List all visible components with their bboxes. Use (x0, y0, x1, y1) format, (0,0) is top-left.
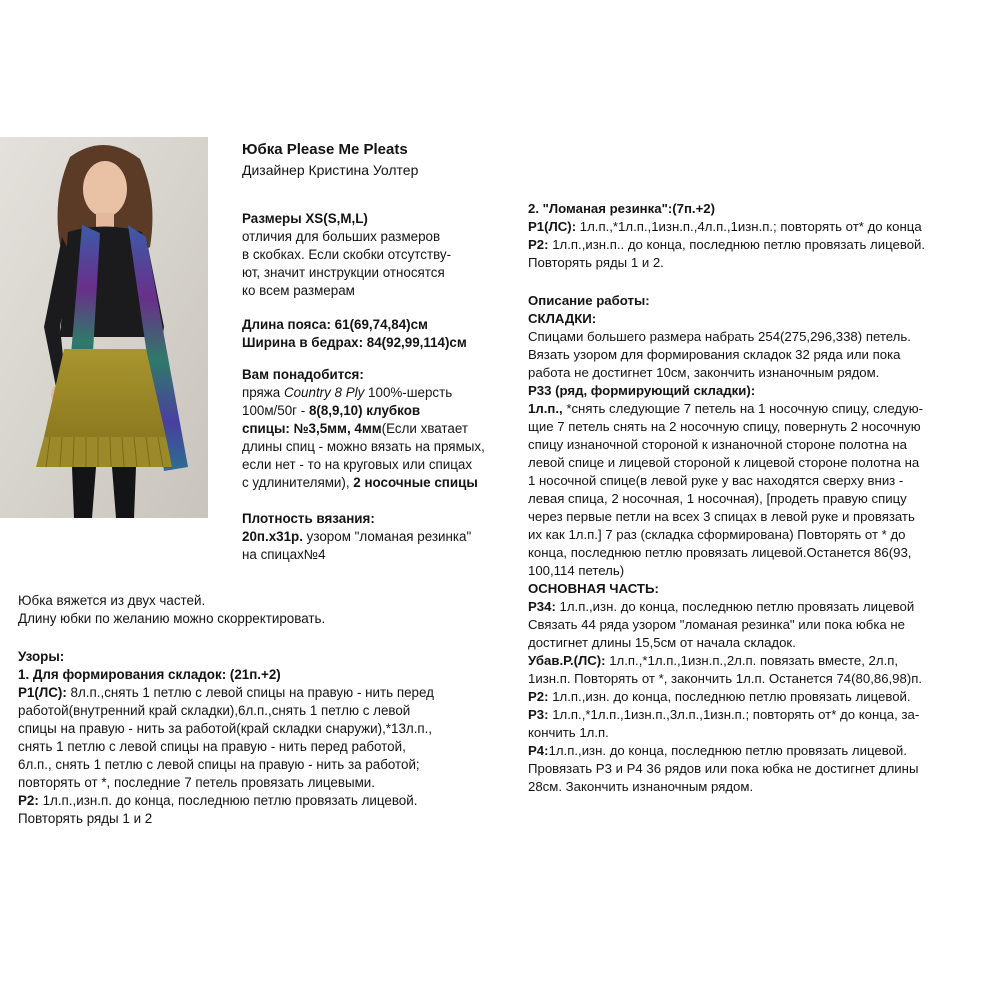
row-text: 1л.п.,*1л.п.,1изн.п.,4л.п.,1изн.п.; повторять от* до конца (576, 219, 922, 234)
sizes-line: отличия для больших размеров (242, 229, 441, 244)
pleats-line: работа не достигнет 10см, закончить изнаночным рядом. (528, 365, 880, 380)
gauge-pattern: узором "ломаная резинка" (302, 529, 472, 544)
pattern1-line: работой(внутренний край складки),6л.п.,снять 1 петлю с левой (18, 703, 411, 718)
pattern2-row1 (528, 218, 998, 236)
skein-count: 8(8,9,10) клубков (308, 403, 421, 418)
row-text: 1л.п.,изн. до конца, последнюю петлю провязать лицевой. (548, 689, 911, 704)
work-heading: Описание работы: (528, 293, 650, 308)
designer-line: Дизайнер Кристина Уолтер (242, 162, 419, 178)
main-row2 (528, 688, 998, 706)
main-line: 28см. Закончить изнаночным рядом. (528, 779, 754, 794)
pattern2-heading: 2. "Ломаная резинка":(7п.+2) (528, 201, 716, 216)
row-label: Р1(ЛС): (528, 219, 577, 234)
row34-line (528, 598, 998, 616)
row33-heading: Р33 (ряд, формирующий складки): (528, 383, 756, 398)
materials-heading: Вам понадобится: (242, 367, 364, 382)
row-label: Р34: (528, 599, 556, 614)
pleats-line: Спицами большего размера набрать 254(275,296,338) петель. (528, 329, 911, 344)
yarn-label: пряжа (242, 385, 284, 400)
needles-note-line: длины спиц - можно вязать на прямых, (242, 439, 485, 454)
pattern-stitches-column (18, 592, 498, 828)
row33-line (528, 400, 998, 418)
yarn-fiber: 100%-шерсть (364, 385, 453, 400)
yarn-brand: Country 8 Ply (283, 385, 365, 400)
row-text: 1л.п.,изн.п. до конца, последнюю петлю провязать лицевой. (38, 793, 418, 808)
main-line: Провязать Р3 и Р4 36 рядов или пока юбка не достигнет длины (528, 761, 919, 776)
sizes-line: ко всем размерам (242, 283, 355, 298)
gauge-line (242, 528, 517, 546)
decrease-row-cont: 1изн.п. Повторять от *, закончить 1л.п. Останется 74(80,86,98)п. (528, 671, 923, 686)
patterns-heading: Узоры: (18, 649, 65, 664)
row-label: Р2: (528, 689, 549, 704)
row-text: 1л.п.,изн. до конца, последнюю петлю провязать лицевой. (548, 743, 907, 758)
sizes-line: в скобках. Если скобки отсутству- (242, 247, 452, 262)
row-label: Р1(ЛС): (18, 685, 67, 700)
pleats-heading: СКЛАДКИ: (528, 311, 597, 326)
hip-measurement: Ширина в бедрах: 84(92,99,114)см (242, 335, 467, 350)
intro-line: Юбка вяжется из двух частей. (18, 593, 206, 608)
needle-sizes: спицы: №3,5мм, 4мм (242, 421, 382, 436)
row33-line: конца, последнюю петлю провязать лицевой.Останется 86(93, (528, 545, 912, 560)
pattern2-row2 (528, 236, 998, 254)
row33-line: левой спице и лицевой стороной к лицевой стороне полотна на (528, 455, 920, 470)
intro-line: Длину юбки по желанию можно скорректировать. (18, 611, 326, 626)
sizes-line: ют, значит инструкции относятся (242, 265, 445, 280)
extenders-note: с удлинителями), (242, 475, 354, 490)
pattern1-line: спицы на правую - нить за работой(край складки снаружи),*13л.п., (18, 721, 433, 736)
row33-line: левая спица, 2 носочная, 1 носочная), [продеть правую спицу (528, 491, 907, 506)
instructions-column (528, 200, 998, 796)
yarn-line (242, 384, 517, 402)
pattern1-repeat: Повторять ряды 1 и 2 (18, 811, 153, 826)
row-label: 1л.п., (528, 401, 563, 416)
sizes-heading: Размеры XS(S,M,L) (242, 211, 368, 226)
main-line: достигнет длины 15,5см от начала складок. (528, 635, 796, 650)
needles-note-line (242, 474, 517, 492)
pattern1-row2 (18, 792, 498, 810)
model-photo (0, 137, 208, 518)
needle-note: (Если хватает (381, 421, 468, 436)
row-text: 1л.п.,*1л.п.,1изн.п.,3л.п.,1изн.п.; повторять от* до конца, за- (548, 707, 920, 722)
main-row3 (528, 706, 998, 724)
row-label: Р3: (528, 707, 549, 722)
pattern-title: Юбка Please Me Pleats (242, 141, 408, 158)
gauge-heading: Плотность вязания: (242, 511, 375, 526)
row33-line: 1 носочной спице(в левой руке у вас находятся сверху вниз - (528, 473, 904, 488)
pattern-info-column (242, 140, 517, 564)
row33-line: спицу изнаночной стороной к изнаночной стороне полотна на (528, 437, 908, 452)
main-row4 (528, 742, 998, 760)
row-text: 1л.п.,изн. до конца, последнюю петлю провязать лицевой (555, 599, 915, 614)
pattern1-line: снять 1 петлю с левой спицы на правую - нить перед работой, (18, 739, 406, 754)
decrease-row (528, 652, 998, 670)
needles-line (242, 420, 517, 438)
dpn-needles: 2 носочные спицы (353, 475, 478, 490)
main-part-heading: ОСНОВНАЯ ЧАСТЬ: (528, 581, 659, 596)
row33-line: через первые петли на всех 3 спицах в левой руке и провязать (528, 509, 915, 524)
row-label: Р4: (528, 743, 549, 758)
row-label: Р2: (528, 237, 549, 252)
pattern1-row1 (18, 684, 498, 702)
pattern1-line: повторять от *, последние 7 петель провязать лицевыми. (18, 775, 376, 790)
row33-line: их как 1л.п.] 7 раз (складка сформирована) Повторять от * до (528, 527, 906, 542)
row33-line: 100,114 петель) (528, 563, 625, 578)
row-text: *снять следующие 7 петель на 1 носочную спицу, следую- (562, 401, 923, 416)
row-label: Р2: (18, 793, 39, 808)
needles-note-line: если нет - то на круговых или спицах (242, 457, 473, 472)
main-line: Связать 44 ряда узором "ломаная резинка" или пока юбка не (528, 617, 906, 632)
row-text: 1л.п.,*1л.п.,1изн.п.,2л.п. повязать вместе, 2л.п, (605, 653, 899, 668)
row-text: 1л.п.,изн.п.. до конца, последнюю петлю провязать лицевой. (548, 237, 926, 252)
skein-weight: 100м/50г - (242, 403, 309, 418)
row-text: 8л.п.,снять 1 петлю с левой спицы на правую - нить перед (66, 685, 434, 700)
row-label: Убав.Р.(ЛС): (528, 653, 606, 668)
pleats-line: Вязать узором для формирования складок 32 ряда или пока (528, 347, 901, 362)
pattern2-repeat: Повторять ряды 1 и 2. (528, 255, 664, 270)
skeins-line (242, 402, 517, 420)
gauge-stitches: 20п.х31р. (242, 529, 303, 544)
main-row3-cont: кончить 1л.п. (528, 725, 609, 740)
waist-measurement: Длина пояса: 61(69,74,84)см (242, 317, 428, 332)
pattern1-line: 6л.п., снять 1 петлю с левой спицы на правую - нить за работой; (18, 757, 420, 772)
pattern1-heading: 1. Для формирования складок: (21п.+2) (18, 667, 281, 682)
gauge-needle: на спицах№4 (242, 547, 326, 562)
row33-line: щие 7 петель снять на 2 носочную спицу, повернуть 2 носочную (528, 419, 921, 434)
